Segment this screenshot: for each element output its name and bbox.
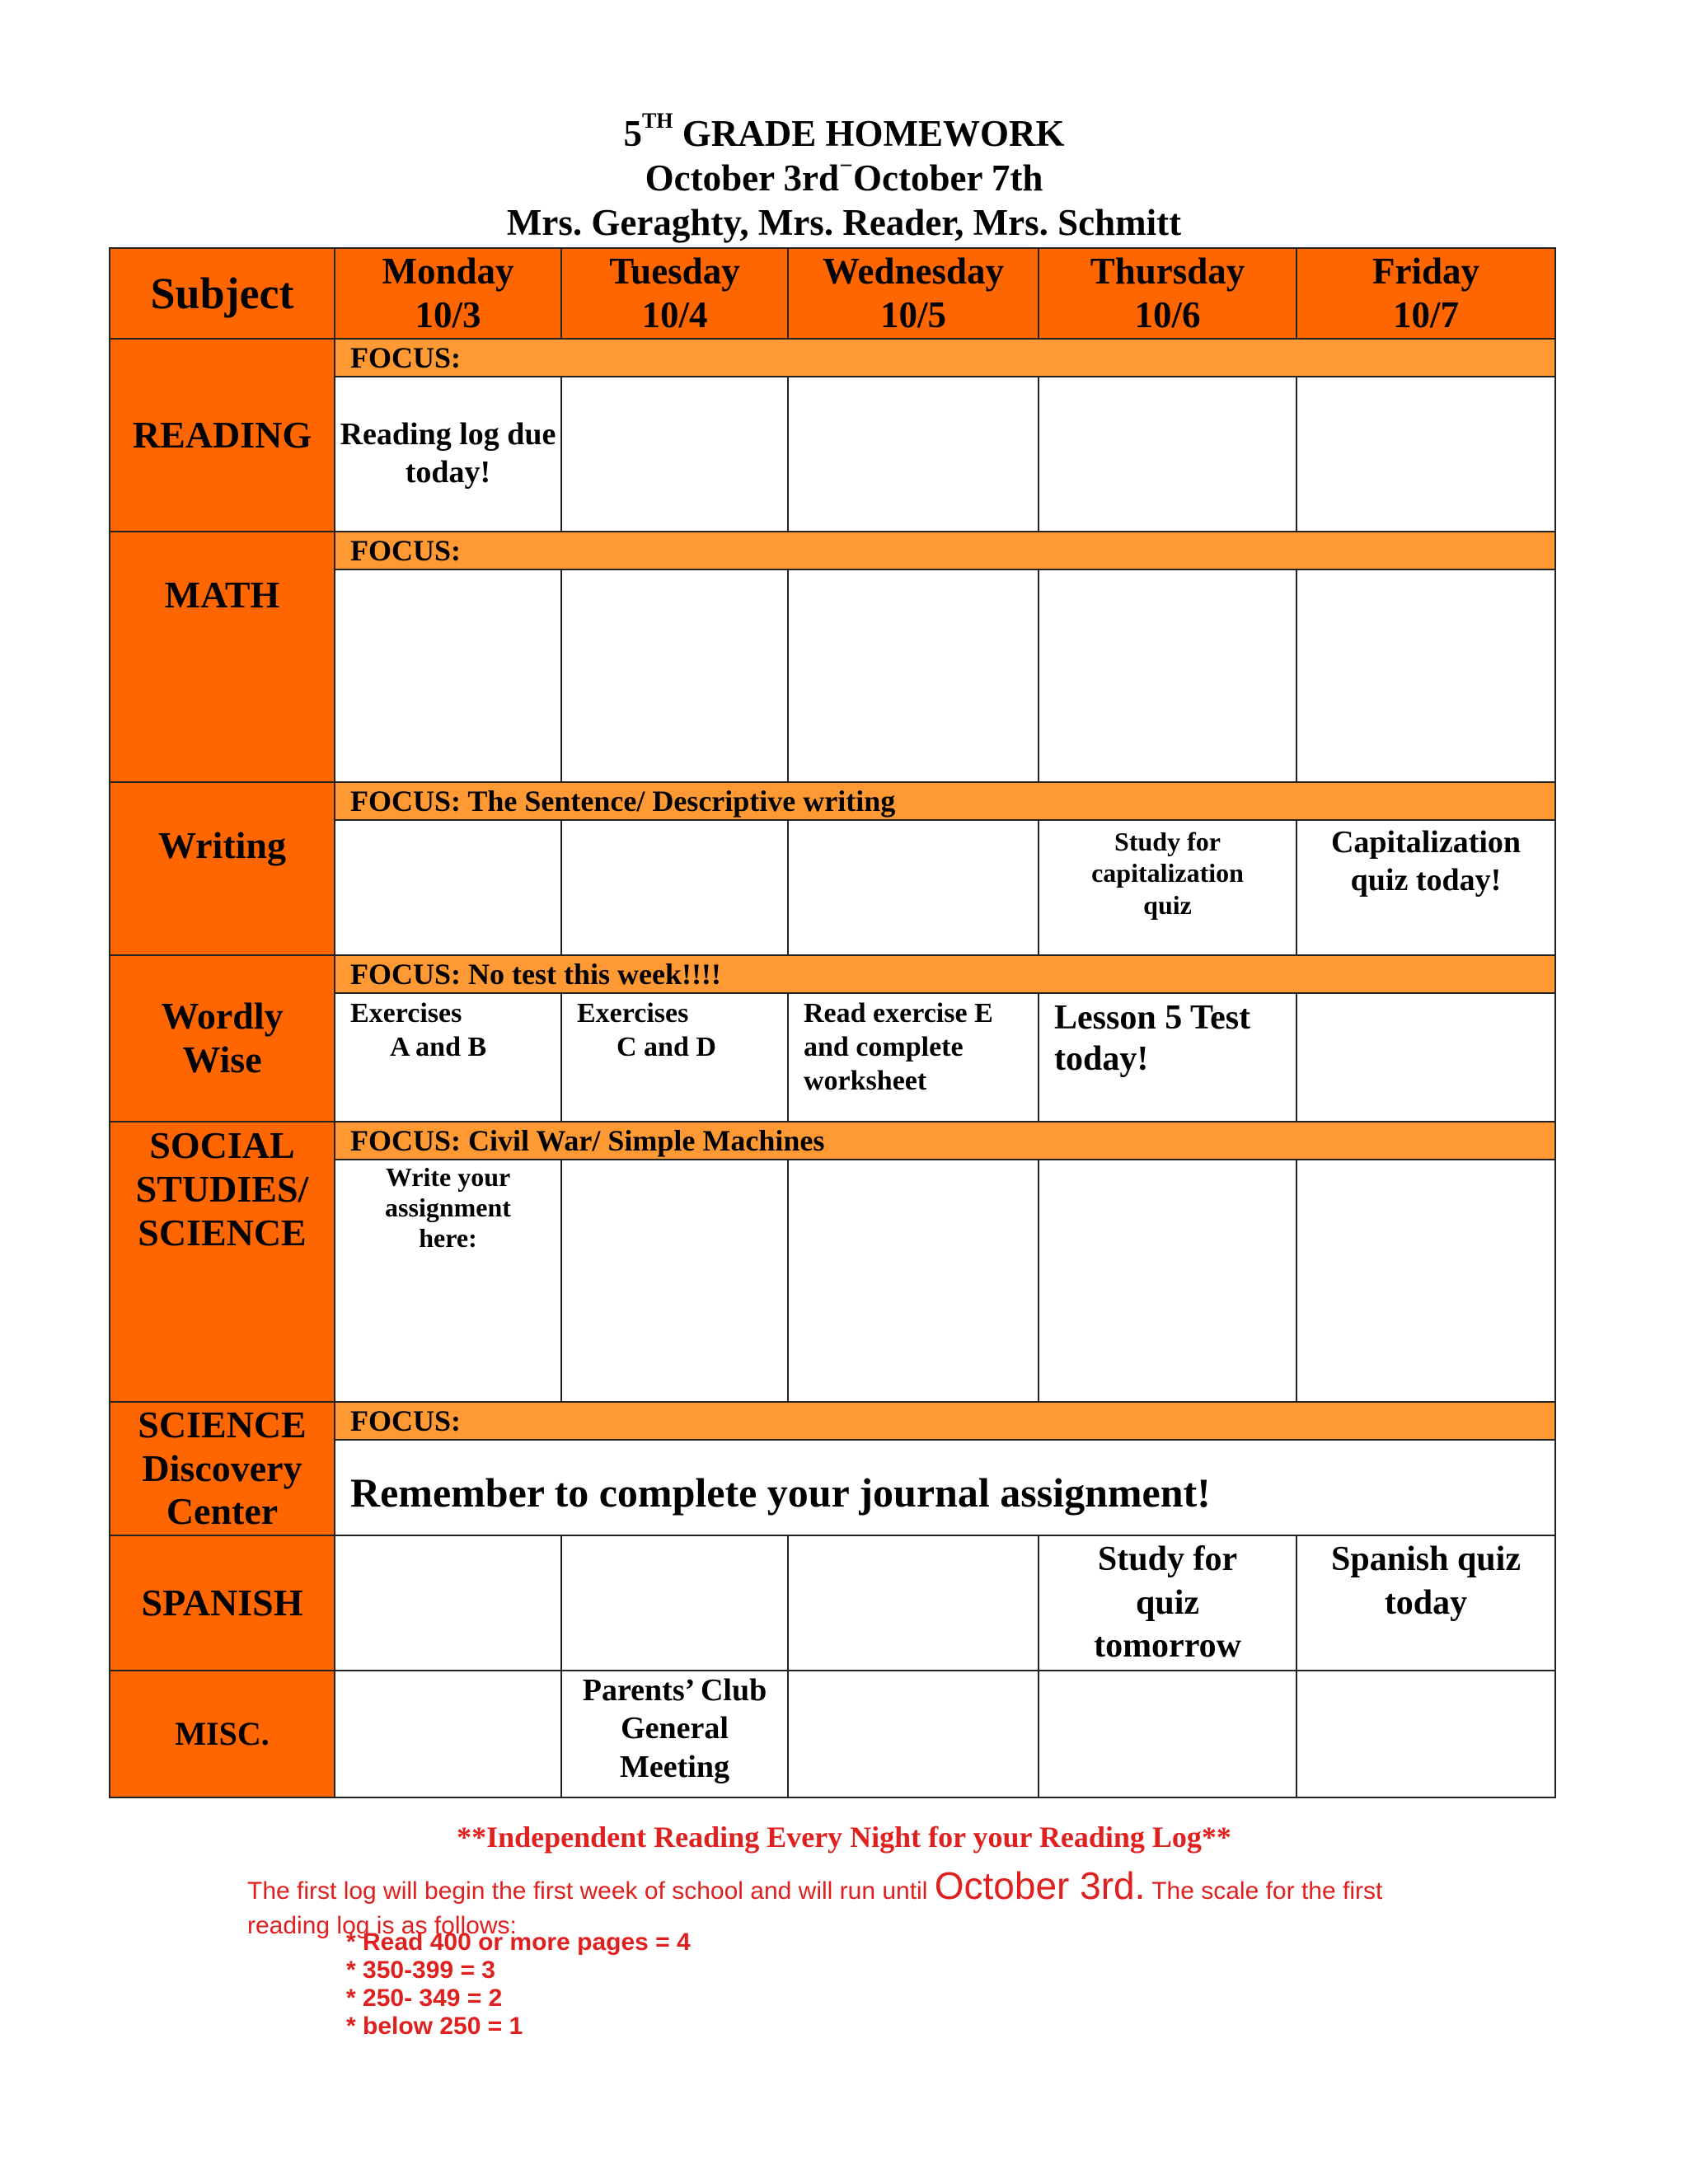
spanish-wednesday [788, 1535, 1039, 1671]
spanish-monday [335, 1535, 561, 1671]
subject-wordly-wise: Wordly Wise [110, 955, 335, 1122]
misc-tuesday: Parents’ Club General Meeting [561, 1671, 788, 1797]
day-header-wednesday: Wednesday 10/5 [788, 248, 1039, 339]
subject-science-discovery-center: SCIENCE Discovery Center [110, 1402, 335, 1535]
subject-spanish: SPANISH [110, 1535, 335, 1671]
wordly-friday [1296, 993, 1555, 1122]
spanish-tuesday [561, 1535, 788, 1671]
writing-thursday: Study for capitalization quiz [1039, 820, 1296, 955]
reading-thursday [1039, 377, 1296, 532]
date-range: October 3rd–October 7th [645, 152, 1043, 199]
scale-item: * 250- 349 = 2 [346, 1985, 503, 2012]
subject-social-studies-science: SOCIAL STUDIES/ SCIENCE [110, 1122, 335, 1402]
writing-friday: Capitalization quiz today! [1296, 820, 1555, 955]
spanish-thursday: Study for quiz tomorrow [1039, 1535, 1296, 1671]
subject-reading: READING [110, 339, 335, 532]
page-title: 5TH GRADE HOMEWORK [623, 109, 1065, 154]
focus-writing: FOCUS: The Sentence/ Descriptive writing [335, 782, 1555, 820]
journal-reminder: Remember to complete your journal assignment! [335, 1440, 1555, 1535]
focus-reading: FOCUS: [335, 339, 1555, 377]
subject-misc: MISC. [110, 1671, 335, 1797]
wordly-monday: Exercises A and B [335, 993, 561, 1122]
social-tuesday [561, 1160, 788, 1402]
wordly-wednesday: Read exercise E and complete worksheet [788, 993, 1039, 1122]
focus-wordly-wise: FOCUS: No test this week!!!! [335, 955, 1555, 993]
subject-writing: Writing [110, 782, 335, 955]
teachers-line: Mrs. Geraghty, Mrs. Reader, Mrs. Schmitt [506, 202, 1182, 243]
social-friday [1296, 1160, 1555, 1402]
scale-item: * Read 400 or more pages = 4 [346, 1929, 691, 1956]
header-row [110, 248, 1555, 339]
wordly-thursday: Lesson 5 Test today! [1039, 993, 1296, 1122]
day-header-thursday: Thursday 10/6 [1039, 248, 1296, 339]
scale-item: * below 250 = 1 [346, 2013, 523, 2040]
math-tuesday [561, 569, 788, 782]
focus-math: FOCUS: [335, 532, 1555, 569]
grade-superscript: TH [641, 109, 673, 133]
homework-table [109, 247, 1556, 1798]
focus-science-discovery: FOCUS: [335, 1402, 1555, 1440]
math-monday [335, 569, 561, 782]
math-friday [1296, 569, 1555, 782]
misc-friday [1296, 1671, 1555, 1797]
reading-monday: Reading log due today! [335, 377, 561, 532]
social-thursday [1039, 1160, 1296, 1402]
reading-wednesday [788, 377, 1039, 532]
reading-log-paragraph: The first log will begin the first week of school and will run until October 3rd. The scale for the first reading log is as follows: [247, 1864, 1383, 1939]
math-thursday [1039, 569, 1296, 782]
wordly-tuesday: Exercises C and D [561, 993, 788, 1122]
misc-wednesday [788, 1671, 1039, 1797]
subject-math: MATH [110, 532, 335, 782]
subject-header: Subject [110, 248, 335, 339]
day-header-friday: Friday 10/7 [1296, 248, 1555, 339]
reading-tuesday [561, 377, 788, 532]
writing-wednesday [788, 820, 1039, 955]
social-monday: Write your assignment here: [335, 1160, 561, 1402]
scale-item: * 350-399 = 3 [346, 1957, 495, 1984]
focus-social-studies: FOCUS: Civil War/ Simple Machines [335, 1122, 1555, 1160]
reading-log-date: October 3rd. [934, 1864, 1146, 1907]
writing-monday [335, 820, 561, 955]
day-header-monday: Monday 10/3 [335, 248, 561, 339]
reading-friday [1296, 377, 1555, 532]
reading-log-headline: **Independent Reading Every Night for your Reading Log** [457, 1821, 1231, 1854]
day-header-tuesday: Tuesday 10/4 [561, 248, 788, 339]
writing-tuesday [561, 820, 788, 955]
social-wednesday [788, 1160, 1039, 1402]
math-wednesday [788, 569, 1039, 782]
spanish-friday: Spanish quiz today [1296, 1535, 1555, 1671]
misc-thursday [1039, 1671, 1296, 1797]
misc-monday [335, 1671, 561, 1797]
